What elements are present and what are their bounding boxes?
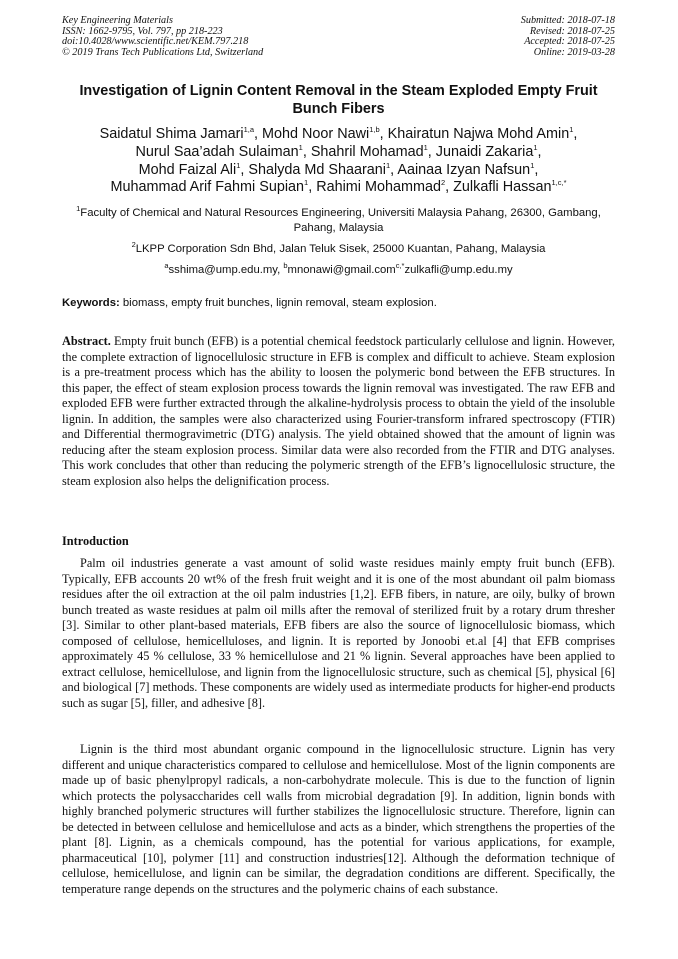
journal-doi: doi:10.4028/www.scientific.net/KEM.797.218 [62,36,249,48]
affiliation-2 [62,242,615,257]
keywords-text: biomass, empty fruit bunches, lignin removal, steam explosion. [119,297,437,309]
author-affiliation-mark: 1 [298,143,303,152]
email: zulkafli@ump.edu.my [404,264,513,276]
author: Saidatul Shima Jamari [99,126,244,142]
journal-name: Key Engineering Materials [62,15,173,26]
copyright: © 2019 Trans Tech Publications Ltd, Switzerland [62,46,264,58]
revised-date: Revised: 2018-07-25 [529,25,615,37]
author: Nurul Saa’adah Sulaiman [135,143,299,160]
author-affiliation-mark: 1 [569,125,574,135]
email: mnonawi@gmail.com [287,264,396,276]
section-heading: Introduction [62,534,129,548]
author-affiliation-mark: 1 [423,143,428,152]
journal-info [62,16,263,58]
author: Aainaa Izyan Nafsun [397,161,531,178]
affiliation-mark: 1 [76,204,81,214]
author: Mohd Faizal Ali [138,161,237,178]
email-mark: c,* [395,261,405,271]
author-affiliation-mark: 1,b [369,125,380,135]
author-affiliation-mark: 1,c,* [551,178,567,188]
abstract [62,334,615,489]
author: Shahril Mohamad [310,143,424,160]
author: Junaidi Zakaria [435,143,534,160]
publication-dates [521,16,615,58]
keywords-label: Keywords: [62,297,120,309]
affiliation-text: Faculty of Chemical and Natural Resources Engineering, Universiti Malaysia Pahang, 26300, Gambang, Pahang, Malaysia [80,207,601,234]
author-affiliation-mark: 1 [236,160,241,170]
abstract-label: Abstract. [62,334,111,348]
journal-issn: ISSN: 1662-9795, Vol. 797, pp 218-223 [62,25,223,37]
author: Zulkafli Hassan [453,179,552,196]
author-affiliation-mark: 1 [304,178,309,188]
author-affiliation-mark: 1 [386,160,391,170]
author: Shalyda Md Shaarani [248,161,386,178]
paper-title: Investigation of Lignin Content Removal in the Steam Exploded Empty Fruit Bunch Fibers [79,83,598,117]
paragraph: Lignin is the third most abundant organic compound in the lignocellulosic structure. Lignin has very different and unique characteristics compared to cellulose and hemicellulose. Most of the lignin components are made up of basic phenylpropyl radicals, a non-carbohydrate molecule. This is due to the function of lignin which protects the polysaccharides cell walls from microbial degradation [9]. In addition, lignin bonds with highly branched polymeric structures will further stabilizes the lignocellulosic structure. Therefore, lignin can be detected in between cellulose and hemicellulose and acts as a binder, which strengthens the properties of the plant [8]. Lignin, as a chemicals compound, has the potential for various applications, for example, pharmaceutical [10], polymer [11] and construction industries[12]. Although the deformation technique of cellulose, hemicellulose, and lignin can be similar, the degradation conditions are different. Specifically, the temperature range depends on the structures and the polymeric chains of each substance. [62,742,615,896]
affiliation-1 [62,206,615,236]
keywords [62,296,615,311]
abstract-text: Empty fruit bunch (EFB) is a potential chemical feedstock particularly cellulose and lignin. However, the complete extraction of lignocellulosic structure in EFB is complex and difficult to achieve. Steam explosion is a pre-treatment process which has the ability to loosen the polymeric bond between the EFB structures. In this paper, the effect of steam explosion process towards the lignin removal was investigated. The raw EFB and exploded EFB were further extracted through the alkaline-hydrolysis process to obtain the yield of the insoluble lignin. In addition, the samples were also characterized using Fourier-transform infrared spectroscopy (FTIR) and Differential thermogravimetric (DTG) analysis. The yield obtained showed that the amount of lignin was reducing after the steam explosion process. Similar data were also recorded from the FTIR and DTG analyses. This work concludes that other than reducing the polymeric strength of the EFB’s lignocellulosic structure, the steam explosion also helps the delignification process. [62,334,615,488]
affiliation-mark: 2 [131,240,136,250]
submitted-date: Submitted: 2018-07-18 [520,15,615,26]
author-affiliation-mark: 2 [440,178,446,188]
author-affiliation-mark: 1 [533,143,538,152]
author: Mohd Noor Nawi [262,126,370,142]
accepted-date: Accepted: 2018-07-25 [524,36,615,48]
author: Muhammad Arif Fahmi Supian [110,179,305,196]
author: Rahimi Mohammad [316,179,441,196]
email-mark: a [164,261,169,271]
author-emails [62,263,615,278]
author: Khairatun Najwa Mohd Amin [387,126,570,142]
email: sshima@ump.edu.my, [168,264,284,276]
author-affiliation-mark: 1,a [243,125,255,135]
paragraph: Palm oil industries generate a vast amount of solid waste residues mainly empty fruit bunch (EFB). Typically, EFB accounts 20 wt% of the fresh fruit weight and it is one of the most abundant oil palm biomass residues after the oil extraction at the oil palm industries [1,2]. EFB fibers, in nature, are oily, bulky of brown bunch treated as waste residues at palm oil mills after the removal of sterilized fruit by a rotary drum thresher [3]. Similar to other plant-based materials, EFB fibers are also the source of lignocellulosic biomass, which composed of cellulose, hemicelluloses, and lignin. It is reported by Jonoobi et.al [4] that EFB comprises approximately 45 % cellulose, 33 % hemicellulose and 21 % lignin. Several approaches have been applied to extract cellulose, hemicellulose, and lignin from the lignocellulosic structure, such as chemical [5], physical [6] and biological [7] methods. These components are widely used as intermediate products for higher-end products such as sugar [5], filler, and adhesive [8]. [62,556,615,710]
email-mark: b [283,261,288,271]
affiliation-text: LKPP Corporation Sdn Bhd, Jalan Teluk Sisek, 25000 Kuantan, Pahang, Malaysia [135,243,546,255]
author-affiliation-mark: 1 [530,160,535,170]
online-date: Online: 2019-03-28 [533,46,615,58]
author-list: Saidatul Shima Jamari$^{1,a}$, Mohd Noor Nawi$^{1,b}$, Khairatun Najwa Mohd Amin$^1$, Nurul Saa’adah Sulaiman$^1$, Shahril Mohamad$^1$, Junaidi Zakaria$^1$, Mohd Faizal Ali$^1$, Shalyda Md Shaarani$^1$, Aainaa Izyan Nafsun$^1$, Muhammad Arif Fahmi Supian$^1$, Rahimi Mohammad$^2$, Zulkafli Hassan$^{1,c,*}$ [99,125,578,196]
